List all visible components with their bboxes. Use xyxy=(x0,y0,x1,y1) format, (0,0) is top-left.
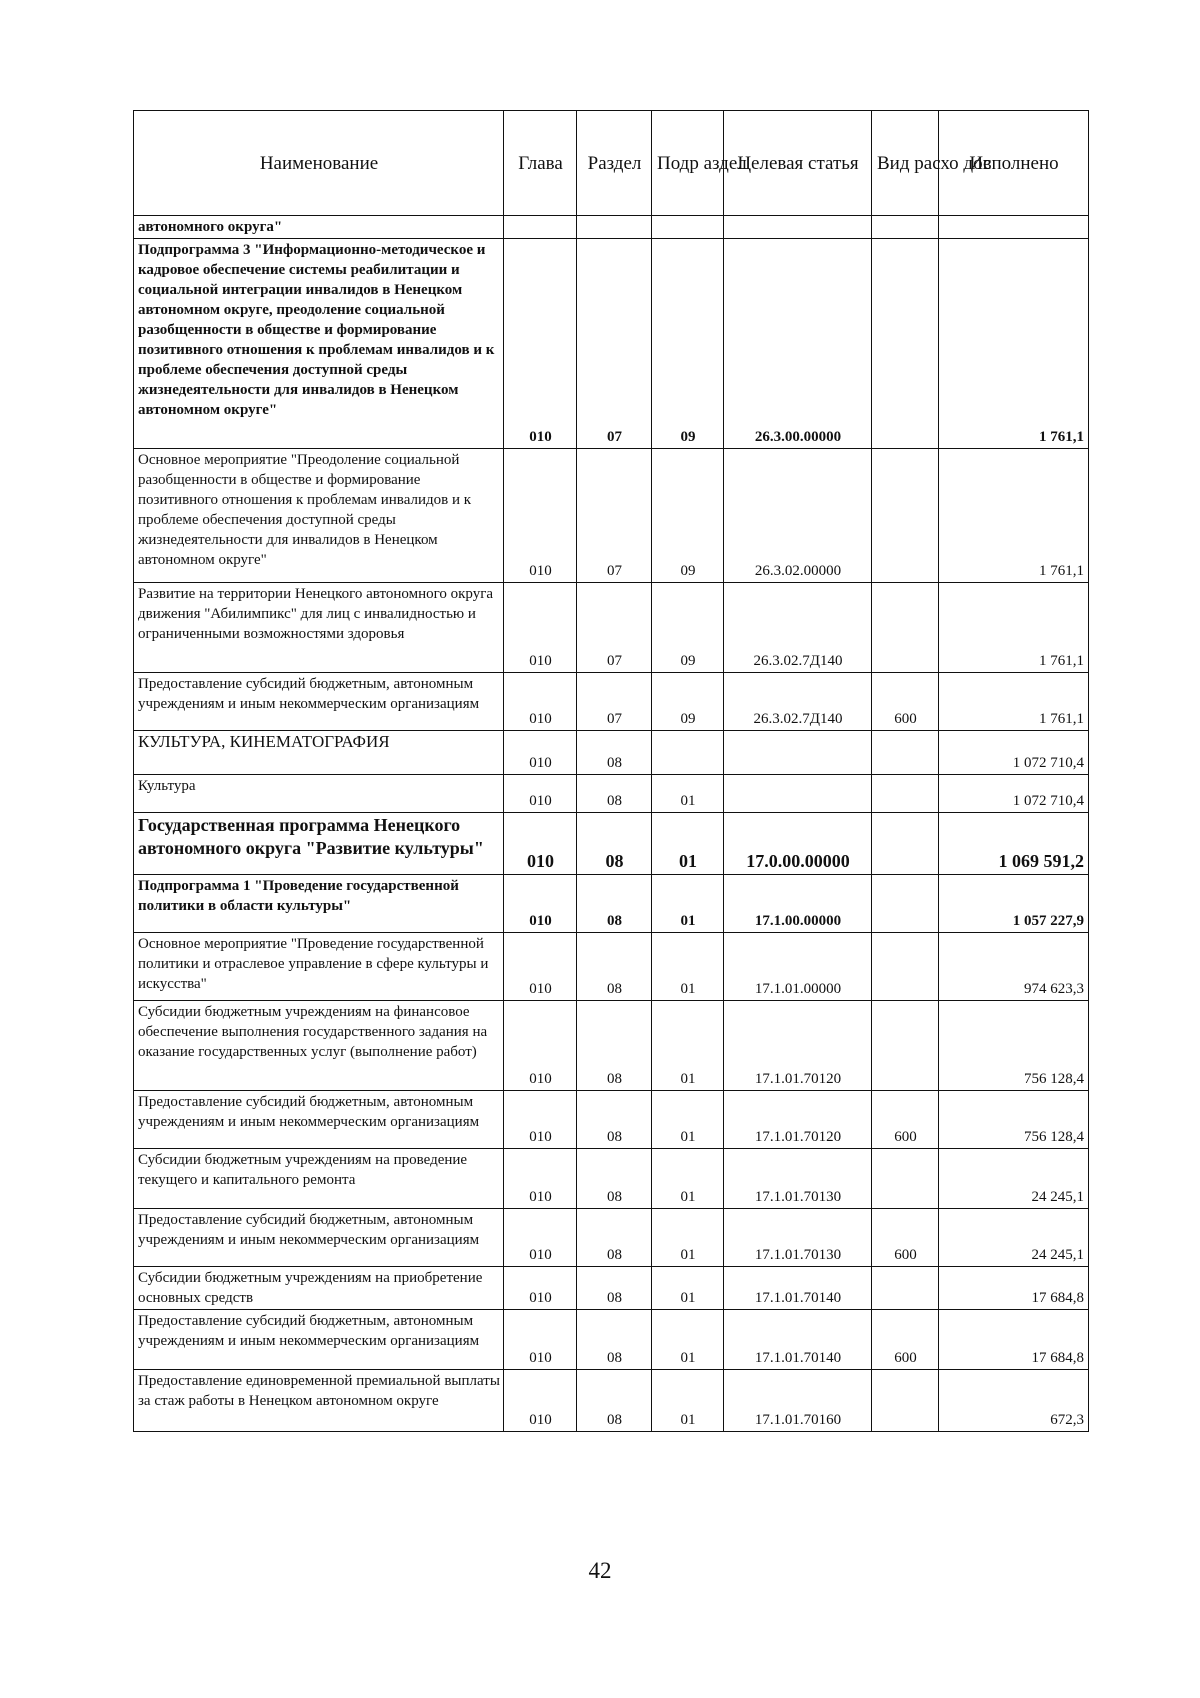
row-podrazdel xyxy=(652,216,724,239)
row-ispolneno: 756 128,4 xyxy=(939,1001,1089,1091)
row-name: Предоставление субсидий бюджетным, автономным учреждениям и иным некоммерческим организациям xyxy=(134,1310,504,1370)
row-vid xyxy=(872,1267,939,1310)
row-podrazdel: 01 xyxy=(652,1149,724,1209)
row-tselevaya: 17.1.01.70140 xyxy=(724,1310,872,1370)
table-row xyxy=(134,216,1089,239)
row-podrazdel: 01 xyxy=(652,875,724,933)
row-ispolneno: 1 761,1 xyxy=(939,239,1089,449)
row-razdel xyxy=(577,216,652,239)
table-row xyxy=(134,813,1089,875)
row-ispolneno: 1 761,1 xyxy=(939,449,1089,583)
row-vid xyxy=(872,1370,939,1432)
row-podrazdel: 09 xyxy=(652,239,724,449)
row-razdel: 07 xyxy=(577,583,652,673)
row-glava: 010 xyxy=(504,1370,577,1432)
row-vid: 600 xyxy=(872,1209,939,1267)
table-row xyxy=(134,449,1089,583)
row-vid: 600 xyxy=(872,1310,939,1370)
row-podrazdel xyxy=(652,731,724,775)
row-podrazdel: 01 xyxy=(652,933,724,1001)
row-podrazdel: 01 xyxy=(652,1310,724,1370)
row-razdel: 08 xyxy=(577,875,652,933)
row-vid xyxy=(872,1149,939,1209)
row-glava: 010 xyxy=(504,813,577,875)
row-glava: 010 xyxy=(504,673,577,731)
table-row xyxy=(134,673,1089,731)
row-ispolneno: 974 623,3 xyxy=(939,933,1089,1001)
row-vid xyxy=(872,239,939,449)
row-glava: 010 xyxy=(504,1267,577,1310)
row-glava: 010 xyxy=(504,775,577,813)
header-vid: Вид расхо дов xyxy=(872,111,939,216)
row-podrazdel: 09 xyxy=(652,449,724,583)
row-name: автономного округа" xyxy=(134,216,504,239)
row-name: Основное мероприятие "Проведение государственной политики и отраслевое управление в сфере культуры и искусства" xyxy=(134,933,504,1001)
row-ispolneno: 1 072 710,4 xyxy=(939,775,1089,813)
row-vid xyxy=(872,813,939,875)
row-tselevaya: 26.3.02.00000 xyxy=(724,449,872,583)
row-ispolneno: 1 072 710,4 xyxy=(939,731,1089,775)
row-podrazdel: 09 xyxy=(652,673,724,731)
row-tselevaya: 17.1.01.70160 xyxy=(724,1370,872,1432)
row-vid xyxy=(872,775,939,813)
row-vid: 600 xyxy=(872,673,939,731)
row-ispolneno: 17 684,8 xyxy=(939,1310,1089,1370)
row-vid: 600 xyxy=(872,1091,939,1149)
header-glava: Глава xyxy=(504,111,577,216)
header-ispolneno: Исполнено xyxy=(939,111,1089,216)
row-tselevaya: 17.1.00.00000 xyxy=(724,875,872,933)
row-glava: 010 xyxy=(504,731,577,775)
row-podrazdel: 01 xyxy=(652,1091,724,1149)
row-razdel: 07 xyxy=(577,673,652,731)
row-glava: 010 xyxy=(504,1310,577,1370)
row-vid xyxy=(872,583,939,673)
row-podrazdel: 01 xyxy=(652,775,724,813)
row-podrazdel: 01 xyxy=(652,1209,724,1267)
row-vid xyxy=(872,933,939,1001)
row-tselevaya: 17.1.01.70140 xyxy=(724,1267,872,1310)
row-ispolneno: 24 245,1 xyxy=(939,1209,1089,1267)
table-row xyxy=(134,1001,1089,1091)
header-name: Наименование xyxy=(134,111,504,216)
table-row xyxy=(134,933,1089,1001)
row-tselevaya: 26.3.02.7Д140 xyxy=(724,583,872,673)
row-tselevaya: 17.1.01.00000 xyxy=(724,933,872,1001)
row-name: Предоставление субсидий бюджетным, автономным учреждениям и иным некоммерческим организациям xyxy=(134,1209,504,1267)
row-name: Развитие на территории Ненецкого автономного округа движения "Абилимпикс" для лиц с инвалидностью и ограниченными возможностями здоровья xyxy=(134,583,504,673)
row-ispolneno: 24 245,1 xyxy=(939,1149,1089,1209)
row-name: Предоставление единовременной премиальной выплаты за стаж работы в Ненецком автономном округе xyxy=(134,1370,504,1432)
row-ispolneno xyxy=(939,216,1089,239)
table-header-row xyxy=(134,111,1089,216)
row-tselevaya: 17.1.01.70130 xyxy=(724,1209,872,1267)
table-row xyxy=(134,1267,1089,1310)
row-ispolneno: 756 128,4 xyxy=(939,1091,1089,1149)
row-glava: 010 xyxy=(504,1149,577,1209)
row-name: Подпрограмма 1 "Проведение государственной политики в области культуры" xyxy=(134,875,504,933)
header-tselevaya: Целевая статья xyxy=(724,111,872,216)
row-glava: 010 xyxy=(504,1091,577,1149)
row-podrazdel: 01 xyxy=(652,1370,724,1432)
row-vid xyxy=(872,449,939,583)
row-name: Предоставление субсидий бюджетным, автономным учреждениям и иным некоммерческим организациям xyxy=(134,1091,504,1149)
row-razdel: 08 xyxy=(577,731,652,775)
table-row xyxy=(134,875,1089,933)
page-number: 42 xyxy=(588,1558,612,1583)
table-row xyxy=(134,731,1089,775)
row-tselevaya xyxy=(724,731,872,775)
row-ispolneno: 672,3 xyxy=(939,1370,1089,1432)
row-tselevaya: 17.1.01.70120 xyxy=(724,1001,872,1091)
header-razdel: Раздел xyxy=(577,111,652,216)
header-podrazdel: Подр аздел xyxy=(652,111,724,216)
row-name: Предоставление субсидий бюджетным, автономным учреждениям и иным некоммерческим организациям xyxy=(134,673,504,731)
row-name: Субсидии бюджетным учреждениям на проведение текущего и капитального ремонта xyxy=(134,1149,504,1209)
row-tselevaya: 26.3.00.00000 xyxy=(724,239,872,449)
row-tselevaya: 17.1.01.70130 xyxy=(724,1149,872,1209)
table-row xyxy=(134,239,1089,449)
row-vid xyxy=(872,731,939,775)
row-razdel: 08 xyxy=(577,1091,652,1149)
row-tselevaya: 26.3.02.7Д140 xyxy=(724,673,872,731)
table-row xyxy=(134,775,1089,813)
row-name: Основное мероприятие "Преодоление социальной разобщенности в обществе и формирование позитивного отношения к проблемам инвалидов и к проблеме обеспечения доступной среды жизнедеятельности для инвалидов в Ненецком автономном округе" xyxy=(134,449,504,583)
table-row xyxy=(134,1370,1089,1432)
row-ispolneno: 17 684,8 xyxy=(939,1267,1089,1310)
row-podrazdel: 01 xyxy=(652,1001,724,1091)
row-name: Государственная программа Ненецкого автономного округа "Развитие культуры" xyxy=(134,813,504,875)
table-row xyxy=(134,1149,1089,1209)
row-ispolneno: 1 761,1 xyxy=(939,583,1089,673)
row-vid xyxy=(872,1001,939,1091)
table-row xyxy=(134,1209,1089,1267)
row-vid xyxy=(872,216,939,239)
row-tselevaya xyxy=(724,216,872,239)
row-podrazdel: 01 xyxy=(652,813,724,875)
row-razdel: 08 xyxy=(577,1267,652,1310)
table-row xyxy=(134,1310,1089,1370)
row-tselevaya: 17.1.01.70120 xyxy=(724,1091,872,1149)
row-name: Субсидии бюджетным учреждениям на финансовое обеспечение выполнения государственного задания на оказание государственных услуг (выполнение работ) xyxy=(134,1001,504,1091)
row-razdel: 08 xyxy=(577,1310,652,1370)
row-glava: 010 xyxy=(504,1209,577,1267)
row-ispolneno: 1 057 227,9 xyxy=(939,875,1089,933)
row-razdel: 08 xyxy=(577,813,652,875)
row-razdel: 07 xyxy=(577,239,652,449)
table-row xyxy=(134,583,1089,673)
row-razdel: 08 xyxy=(577,933,652,1001)
row-glava: 010 xyxy=(504,1001,577,1091)
row-ispolneno: 1 761,1 xyxy=(939,673,1089,731)
row-razdel: 08 xyxy=(577,775,652,813)
budget-execution-table xyxy=(133,110,1089,1432)
row-ispolneno: 1 069 591,2 xyxy=(939,813,1089,875)
row-name: Субсидии бюджетным учреждениям на приобретение основных средств xyxy=(134,1267,504,1310)
row-razdel: 08 xyxy=(577,1149,652,1209)
row-glava: 010 xyxy=(504,875,577,933)
row-vid xyxy=(872,875,939,933)
row-glava: 010 xyxy=(504,583,577,673)
row-razdel: 08 xyxy=(577,1370,652,1432)
row-podrazdel: 09 xyxy=(652,583,724,673)
row-glava: 010 xyxy=(504,239,577,449)
row-name: Культура xyxy=(134,775,504,813)
row-name: КУЛЬТУРА, КИНЕМАТОГРАФИЯ xyxy=(134,731,504,775)
row-tselevaya: 17.0.00.00000 xyxy=(724,813,872,875)
row-razdel: 08 xyxy=(577,1001,652,1091)
row-tselevaya xyxy=(724,775,872,813)
row-podrazdel: 01 xyxy=(652,1267,724,1310)
row-razdel: 08 xyxy=(577,1209,652,1267)
row-glava: 010 xyxy=(504,449,577,583)
row-razdel: 07 xyxy=(577,449,652,583)
table-row xyxy=(134,1091,1089,1149)
row-glava: 010 xyxy=(504,933,577,1001)
row-glava xyxy=(504,216,577,239)
row-name: Подпрограмма 3 "Информационно-методическое и кадровое обеспечение системы реабилитации и социальной интеграции инвалидов в Ненецком автономном округе, преодоление социальной разобщенности в обществе и формирование позитивного отношения к проблемам инвалидов и к проблеме обеспечения доступной среды жизнедеятельности для инвалидов в Ненецком автономном округе" xyxy=(134,239,504,449)
